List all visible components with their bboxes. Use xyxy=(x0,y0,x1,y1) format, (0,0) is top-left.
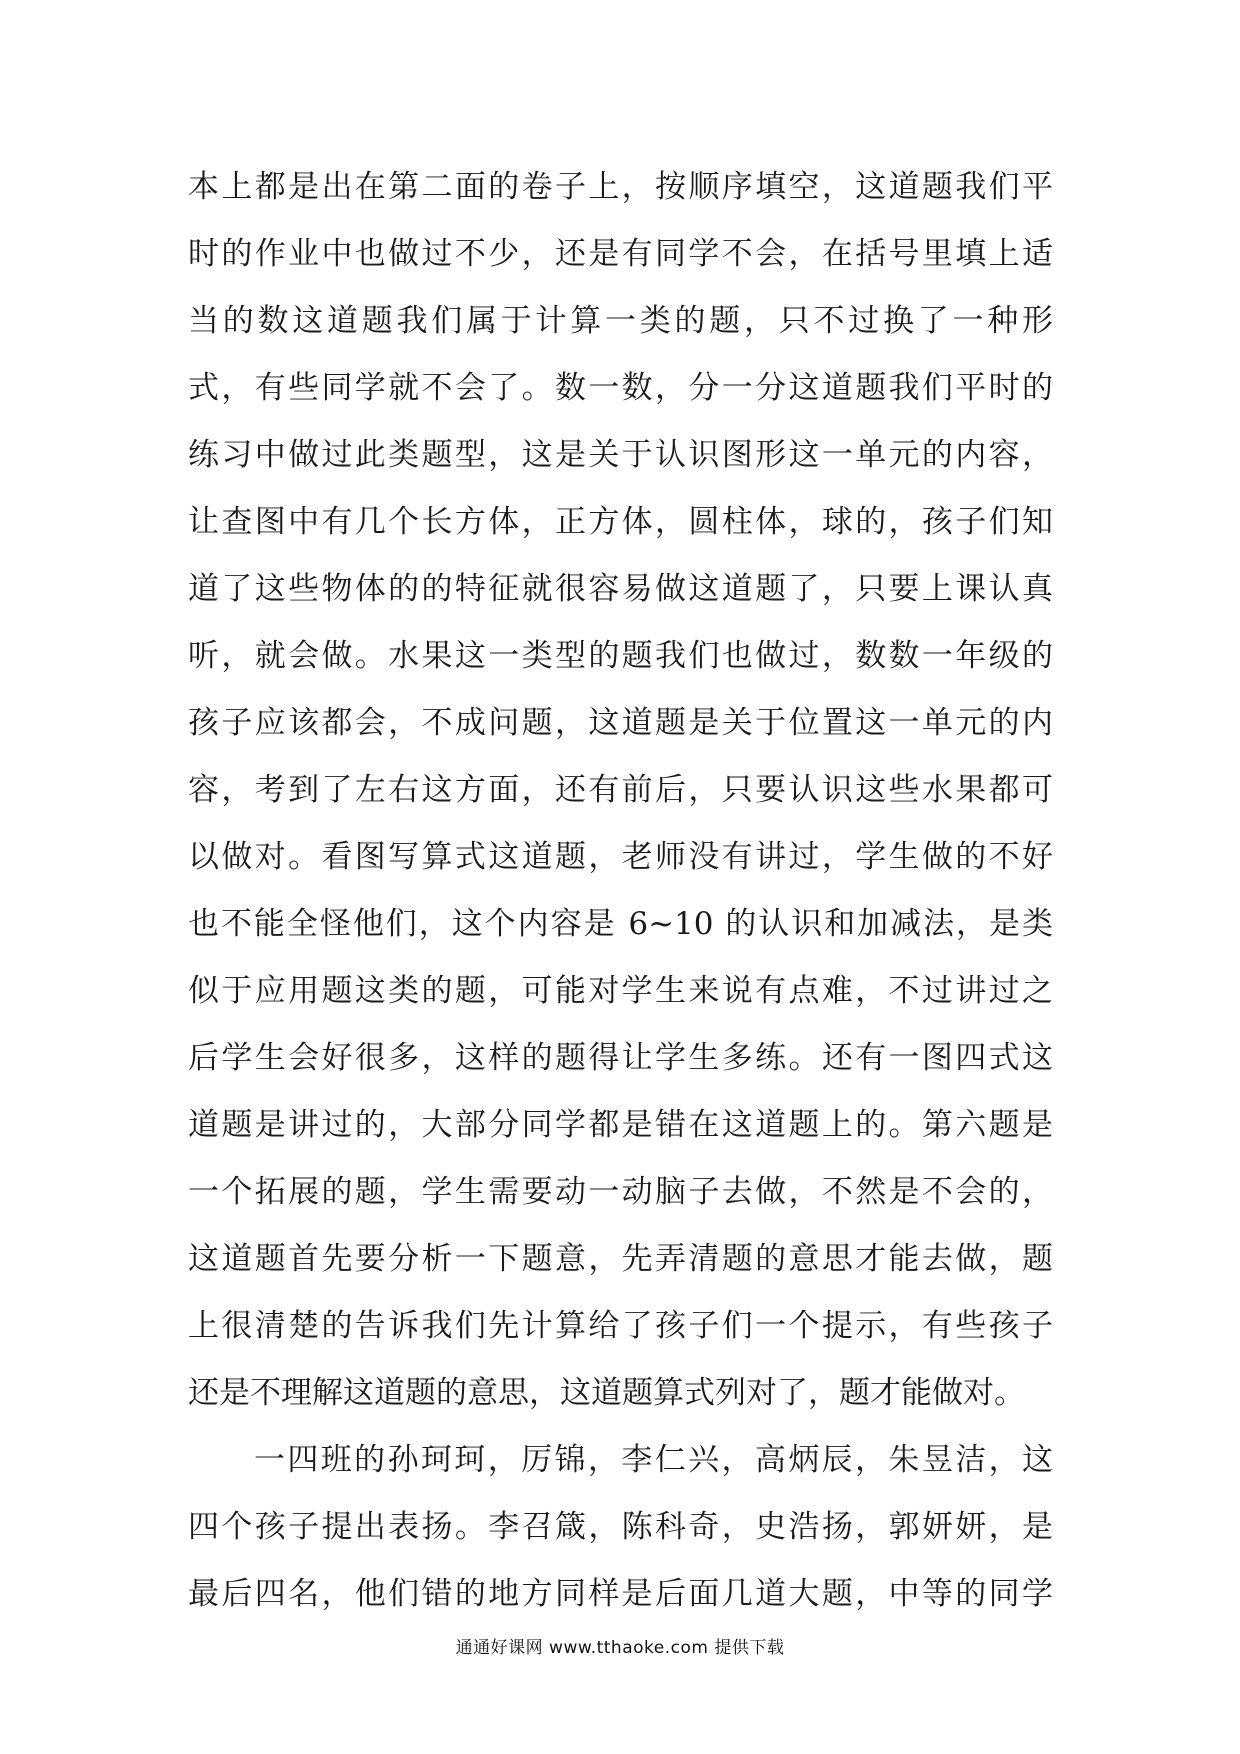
text-line: 这道题首先要分析一下题意，先弄清题的意思才能去做，题 xyxy=(188,1241,1053,1277)
text-line: 后学生会好很多，这样的题得让学生多练。还有一图四式这 xyxy=(188,1040,1053,1076)
paragraph-2 xyxy=(188,1427,1053,1628)
text-line: 上很清楚的告诉我们先计算给了孩子们一个提示，有些孩子 xyxy=(188,1308,1053,1344)
page-footer: 通通好课网 www.tthaoke.com 提供下载 xyxy=(455,1638,785,1658)
text-line: 听，就会做。水果这一类型的题我们也做过，数数一年级的 xyxy=(188,638,1053,674)
text-line: 让查图中有几个长方体，正方体，圆柱体，球的，孩子们知 xyxy=(188,504,1053,540)
document-body xyxy=(188,154,1053,1628)
text-line: 道了这些物体的的特征就很容易做这道题了，只要上课认真 xyxy=(188,571,1053,607)
text-line: 练习中做过此类题型，这是关于认识图形这一单元的内容， xyxy=(188,437,1053,473)
text-line: 最后四名，他们错的地方同样是后面几道大题，中等的同学 xyxy=(188,1576,1053,1612)
text-line: 一个拓展的题，学生需要动一动脑子去做，不然是不会的， xyxy=(188,1174,1053,1210)
text-line: 四个孩子提出表扬。李召箴，陈科奇，史浩扬，郭妍妍，是 xyxy=(188,1509,1053,1545)
text-line: 孩子应该都会，不成问题，这道题是关于位置这一单元的内 xyxy=(188,705,1053,741)
text-line: 还是不理解这道题的意思，这道题算式列对了，题才能做对。 xyxy=(188,1375,1025,1411)
text-line: 以做对。看图写算式这道题，老师没有讲过，学生做的不好 xyxy=(188,839,1053,875)
text-line: 本上都是出在第二面的卷子上，按顺序填空，这道题我们平 xyxy=(188,169,1053,205)
text-line: 式，有些同学就不会了。数一数，分一分这道题我们平时的 xyxy=(188,370,1053,406)
text-line: 似于应用题这类的题，可能对学生来说有点难，不过讲过之 xyxy=(188,973,1053,1009)
text-line: 一四班的孙珂珂，厉锦，李仁兴，高炳辰，朱昱洁，这 xyxy=(254,1442,1053,1478)
text-line: 时的作业中也做过不少，还是有同学不会，在括号里填上适 xyxy=(188,236,1053,272)
text-line: 道题是讲过的，大部分同学都是错在这道题上的。第六题是 xyxy=(188,1107,1053,1143)
paragraph-1 xyxy=(188,154,1053,1427)
text-line: 容，考到了左右这方面，还有前后，只要认识这些水果都可 xyxy=(188,772,1053,808)
text-line: 也不能全怪他们，这个内容是 6~10 的认识和加减法，是类 xyxy=(188,906,1053,942)
text-line: 当的数这道题我们属于计算一类的题，只不过换了一种形 xyxy=(188,303,1053,339)
